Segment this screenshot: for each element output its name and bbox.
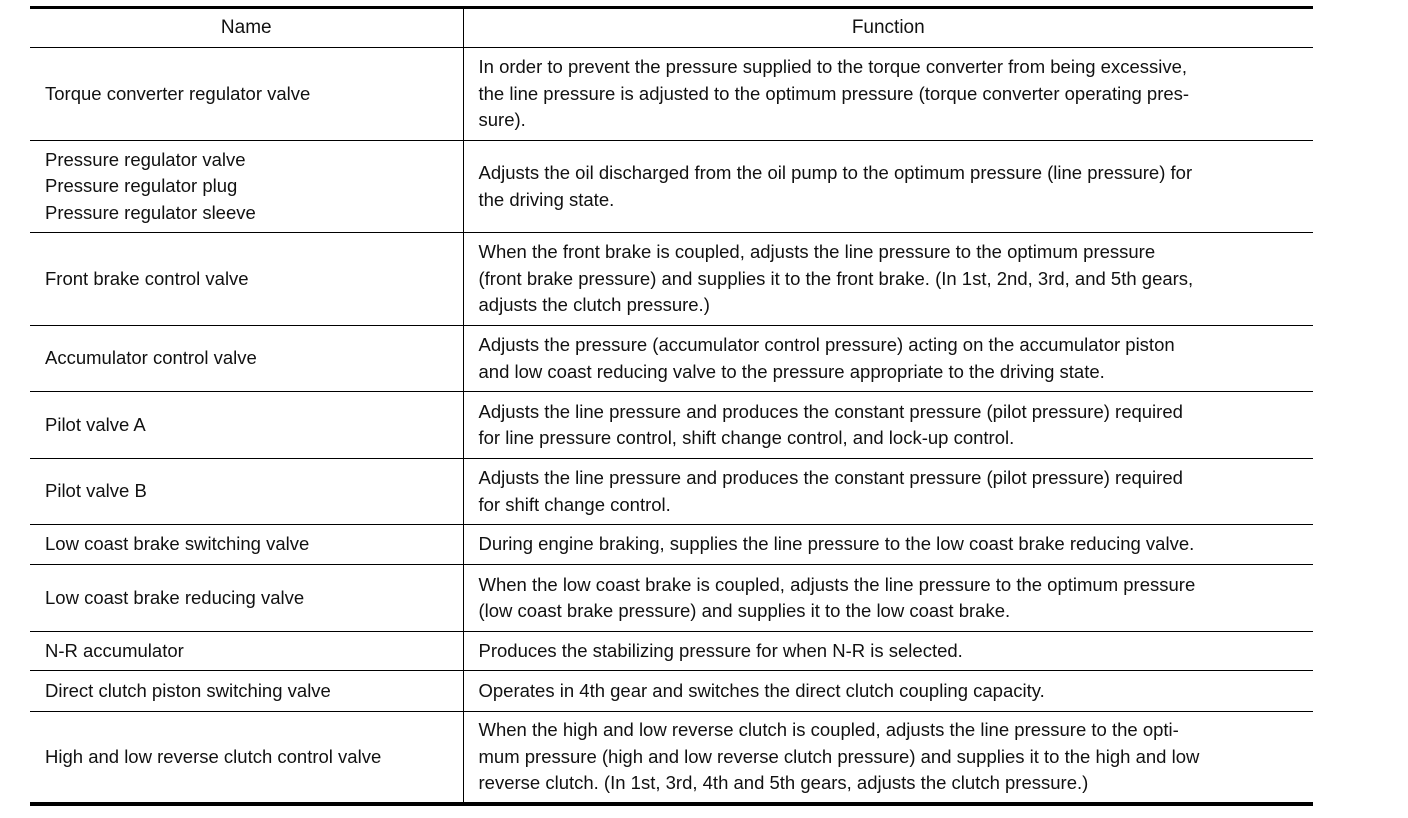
function-text: Produces the stabilizing pressure for when N-R is selected. (478, 639, 963, 661)
valve-name-cell (30, 671, 463, 712)
function-text: Adjusts the line pressure and produces the constant pressure (pilot pressure) required (478, 467, 1183, 488)
function-text: (front brake pressure) and supplies it to the front brake. (In 1st, 2nd, 3rd, and 5th gears, (478, 267, 1194, 289)
valve-function-table-container (30, 6, 1313, 806)
valve-name-cell (30, 459, 463, 525)
table-row (30, 233, 1313, 326)
valve-function-cell (463, 671, 1313, 712)
table-row (30, 632, 1313, 671)
valve-name-text: Pressure regulator sleeve (45, 201, 256, 223)
function-text: Adjusts the oil discharged from the oil pump to the optimum pressure (line pressure) for (478, 162, 1193, 183)
valve-name-cell (30, 632, 463, 671)
valve-function-cell (463, 392, 1313, 459)
function-text: During engine braking, supplies the line pressure to the low coast brake reducing valve. (478, 533, 1195, 555)
function-text: reverse clutch. (In 1st, 3rd, 4th and 5th gears, adjusts the clutch pressure.) (478, 772, 1089, 794)
valve-function-cell (463, 233, 1313, 326)
valve-name-text: Low coast brake switching valve (45, 533, 310, 555)
valve-function-cell (463, 48, 1313, 141)
valve-name-text: Direct clutch piston switching valve (45, 679, 331, 701)
valve-function-cell (463, 525, 1313, 565)
function-text: (low coast brake pressure) and supplies it to the low coast brake. (478, 600, 1011, 621)
valve-function-cell (463, 565, 1313, 632)
valve-function-cell (463, 326, 1313, 392)
function-text: Adjusts the pressure (accumulator control pressure) acting on the accumulator piston (478, 334, 1175, 355)
valve-name-cell (30, 233, 463, 326)
valve-name-text: Torque converter regulator valve (45, 82, 311, 104)
column-header-name: Name (30, 8, 463, 48)
table-row (30, 326, 1313, 392)
valve-name-text: Accumulator control valve (45, 347, 257, 369)
valve-name-text: High and low reverse clutch control valve (45, 745, 382, 767)
function-text: In order to prevent the pressure supplied to the torque converter from being excessive, (478, 56, 1188, 78)
valve-name-cell (30, 525, 463, 565)
function-text: Adjusts the line pressure and produces the constant pressure (pilot pressure) required (478, 400, 1183, 422)
function-text: the driving state. (478, 188, 615, 210)
column-header-function: Function (463, 8, 1313, 48)
valve-name-text: N-R accumulator (45, 639, 184, 661)
table-row (30, 525, 1313, 565)
function-text: and low coast reducing valve to the pressure appropriate to the driving state. (478, 360, 1105, 382)
function-text: the line pressure is adjusted to the optimum pressure (torque converter operating pres- (478, 82, 1190, 104)
valve-name-cell (30, 392, 463, 459)
table-row (30, 392, 1313, 459)
valve-name-cell (30, 565, 463, 632)
valve-function-cell (463, 459, 1313, 525)
valve-name-cell (30, 48, 463, 141)
function-text: for shift change control. (478, 493, 671, 515)
function-text: When the high and low reverse clutch is coupled, adjusts the line pressure to the opti- (478, 719, 1179, 741)
table-row (30, 565, 1313, 632)
table-row (30, 141, 1313, 233)
valve-function-table (30, 6, 1313, 806)
valve-name-text: Pressure regulator valve (45, 148, 246, 170)
function-text: Operates in 4th gear and switches the direct clutch coupling capacity. (478, 679, 1045, 701)
valve-name-text: Front brake control valve (45, 267, 249, 289)
valve-function-cell (463, 141, 1313, 233)
table-row (30, 671, 1313, 712)
valve-name-text: Pilot valve B (45, 480, 147, 502)
valve-name-cell (30, 141, 463, 233)
valve-name-cell (30, 712, 463, 805)
valve-name-text: Pilot valve A (45, 413, 146, 435)
valve-name-text: Pressure regulator plug (45, 175, 238, 197)
function-text: When the low coast brake is coupled, adjusts the line pressure to the optimum pressure (478, 573, 1196, 595)
function-text: for line pressure control, shift change control, and lock-up control. (478, 427, 1015, 448)
valve-name-text: Low coast brake reducing valve (45, 586, 305, 608)
valve-function-cell (463, 712, 1313, 805)
table-header-row (30, 8, 1313, 48)
table-row (30, 459, 1313, 525)
function-text: When the front brake is coupled, adjusts the line pressure to the optimum pressure (478, 241, 1156, 263)
function-text: adjusts the clutch pressure.) (478, 294, 710, 316)
function-text: sure). (478, 109, 526, 131)
table-row (30, 48, 1313, 141)
table-row (30, 712, 1313, 805)
valve-name-cell (30, 326, 463, 392)
valve-function-cell (463, 632, 1313, 671)
function-text: mum pressure (high and low reverse clutch pressure) and supplies it to the high and low (478, 745, 1200, 767)
